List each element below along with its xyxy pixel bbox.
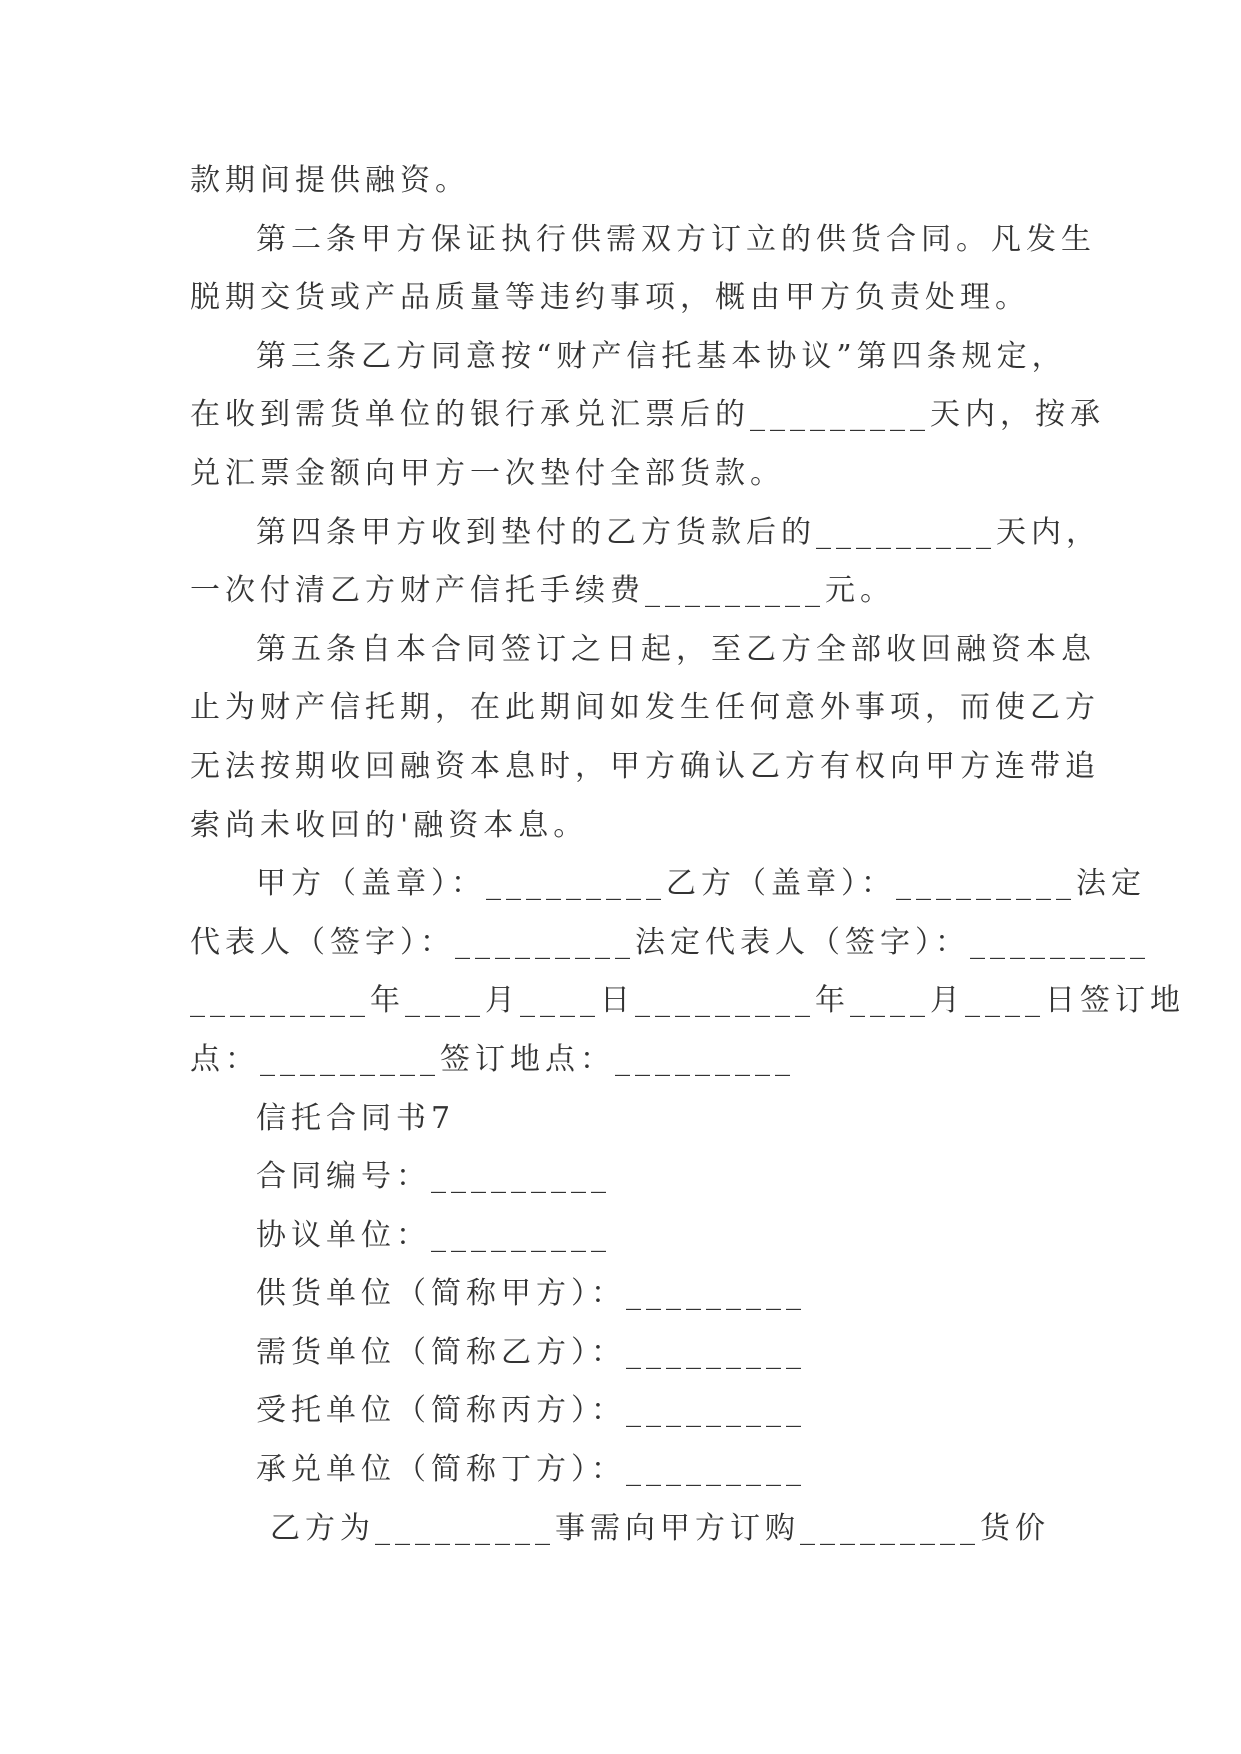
text-line: 乙方为_________事需向甲方订购_________货价 (270, 1510, 1050, 1546)
document-body (190, 152, 1185, 1558)
signature-line: 甲方（盖章）：_________乙方（盖章）：_________法定 (256, 866, 1146, 902)
text-line: 款期间提供融资。 (190, 163, 470, 198)
acceptor-field: 承兑单位（简称丁方）：_________ (256, 1452, 806, 1488)
location-line: 点：_________签订地点：_________ (190, 1041, 795, 1077)
text-line: 第五条自本合同签订之日起，至乙方全部收回融资本息 (256, 631, 1096, 667)
text-line: 第三条乙方同意按“财产信托基本协议”第四条规定， (256, 338, 1067, 374)
text-line: 兑汇票金额向甲方一次垫付全部货款。 (190, 455, 785, 491)
date-line: _________年____月____日_________年____月____日签订地 (190, 983, 1185, 1019)
buyer-field: 需货单位（简称乙方）：_________ (256, 1334, 806, 1370)
supplier-field: 供货单位（简称甲方）：_________ (256, 1276, 806, 1312)
text-line: 在收到需货单位的银行承兑汇票后的_________天内，按承 (190, 397, 1105, 433)
text-line: 第四条甲方收到垫付的乙方货款后的_________天内， (256, 514, 1101, 550)
text-line: 无法按期收回融资本息时，甲方确认乙方有权向甲方连带追 (190, 748, 1100, 784)
text-line: 第二条甲方保证执行供需双方订立的供货合同。凡发生 (256, 221, 1096, 257)
text-line: 脱期交货或产品质量等违约事项，概由甲方负责处理。 (190, 280, 1030, 316)
trustee-field: 受托单位（简称丙方）：_________ (256, 1393, 806, 1429)
contract-number-field: 合同编号：_________ (256, 1159, 611, 1195)
signature-line: 代表人（签字）：_________法定代表人（签字）：_________ (190, 924, 1150, 960)
agreement-unit-field: 协议单位：_________ (256, 1217, 611, 1253)
section-title: 信托合同书7 (256, 1100, 456, 1136)
text-line: 索尚未收回的'融资本息。 (190, 807, 589, 843)
text-line: 止为财产信托期，在此期间如发生任何意外事项，而使乙方 (190, 690, 1100, 726)
text-line: 一次付清乙方财产信托手续费_________元。 (190, 573, 895, 609)
